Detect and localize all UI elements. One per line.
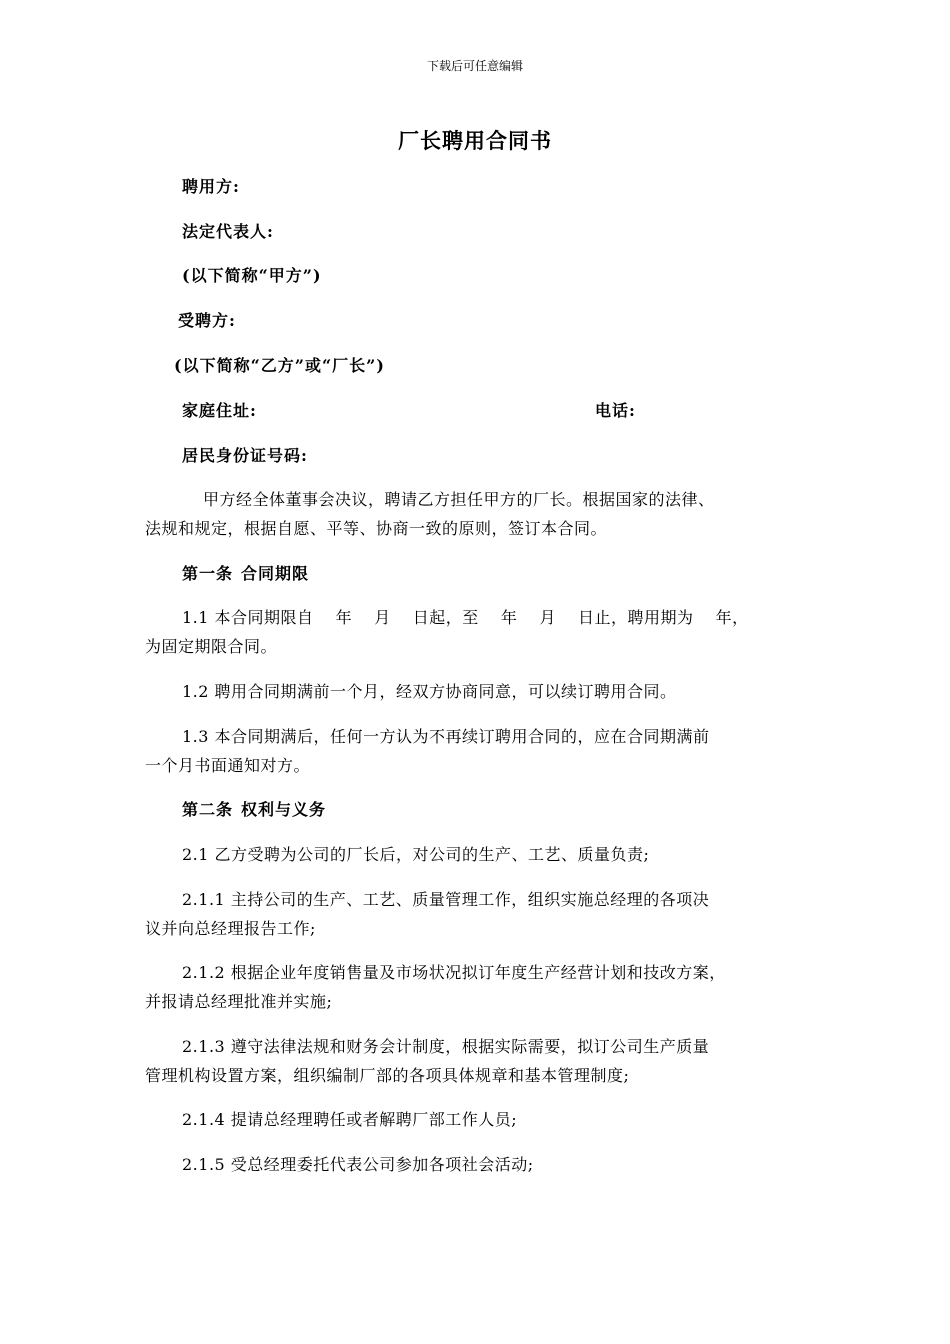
article-2-title: 权利与义务 (241, 800, 327, 819)
article-1-title: 合同期限 (241, 564, 310, 583)
clause-1-1-line-2: 为固定期限合同。 (145, 637, 278, 656)
intro-line-1: 甲方经全体董事会决议，聘请乙方担任甲方的厂长。根据国家的法律、 (203, 490, 715, 509)
address-label: 家庭住址: (182, 401, 257, 420)
article-2-number: 第二条 (182, 800, 234, 819)
id-number-label: 居民身份证号码: (182, 446, 308, 465)
header-note: 下载后可任意编辑 (426, 59, 523, 73)
intro-line-2: 法规和规定，根据自愿、平等、协商一致的原则，签订本合同。 (145, 519, 608, 538)
article-1-heading (182, 563, 309, 585)
clause-2-1-2-line-2: 并报请总经理批准并实施; (145, 992, 333, 1011)
legal-rep-label: 法定代表人: (182, 222, 274, 241)
clause-2-1-1-line-2: 议并向总经理报告工作; (145, 919, 316, 938)
employer-label: 聘用方: (182, 177, 240, 196)
clause-2-1-5: 2.1.5 受总经理委托代表公司参加各项社会活动; (182, 1155, 534, 1174)
clause-2-1-2-line-1: 2.1.2 根据企业年度销售量及市场状况拟订年度生产经营计划和技改方案， (182, 963, 726, 982)
article-1-number: 第一条 (182, 564, 234, 583)
clause-1-3-line-2: 一个月书面通知对方。 (145, 756, 311, 775)
employee-alias: (以下简称“乙方”或“厂长”) (174, 356, 385, 375)
employer-alias: (以下简称“甲方”) (182, 266, 322, 285)
employee-label: 受聘方: (178, 311, 236, 330)
clause-2-1-1-line-1: 2.1.1 主持公司的生产、工艺、质量管理工作，组织实施总经理的各项决 (182, 890, 710, 909)
clause-2-1-4: 2.1.4 提请总经理聘任或者解聘厂部工作人员; (182, 1110, 518, 1129)
document-title: 厂长聘用合同书 (398, 129, 552, 153)
clause-2-1: 2.1 乙方受聘为公司的厂长后，对公司的生产、工艺、质量负责; (182, 845, 650, 864)
article-2-heading (182, 799, 326, 821)
clause-2-1-3-line-1: 2.1.3 遵守法律法规和财务会计制度，根据实际需要，拟订公司生产质量 (182, 1037, 710, 1056)
clause-1-1-line-1: 1.1 本合同期限自 年 月 日起，至 年 月 日止，聘用期为 年， (182, 608, 749, 627)
phone-label: 电话: (595, 401, 636, 420)
clause-1-2: 1.2 聘用合同期满前一个月，经双方协商同意，可以续订聘用合同。 (182, 682, 677, 701)
clause-2-1-3-line-2: 管理机构设置方案，组织编制厂部的各项具体规章和基本管理制度; (145, 1066, 630, 1085)
clause-1-3-line-1: 1.3 本合同期满后，任何一方认为不再续订聘用合同的，应在合同期满前 (182, 727, 710, 746)
